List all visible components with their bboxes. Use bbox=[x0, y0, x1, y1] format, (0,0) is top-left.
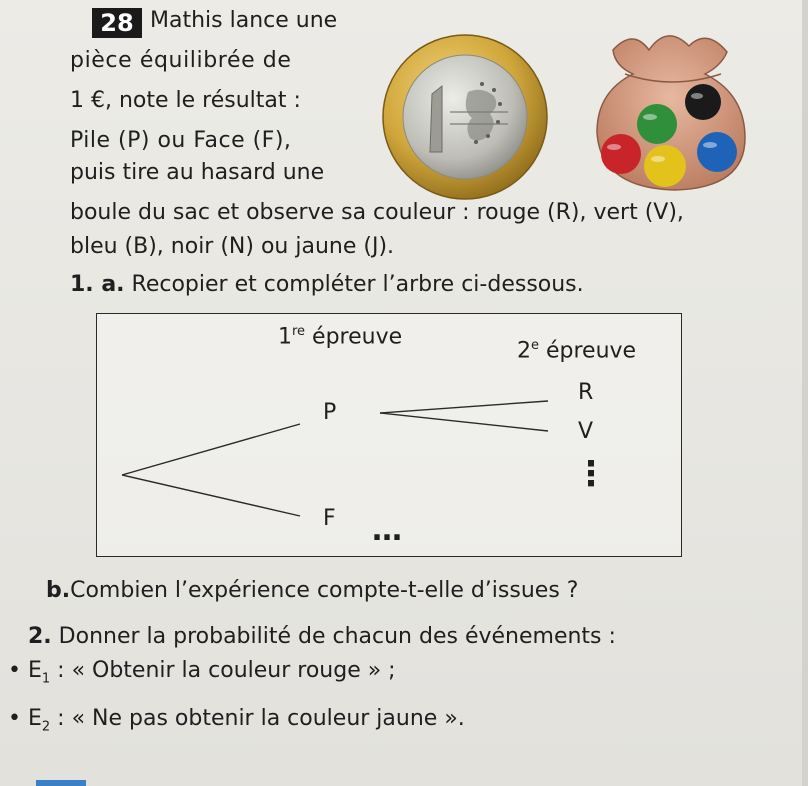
header2-sup: e bbox=[531, 338, 539, 353]
tree-node-f: F bbox=[323, 506, 336, 531]
event-e2-sub: 2 bbox=[41, 719, 51, 735]
intro-line-4: Pile (P) ou Face (F), bbox=[70, 128, 292, 153]
header2-number: 2 bbox=[517, 338, 531, 364]
intro-line-3: 1 €, note le résultat : bbox=[70, 88, 301, 113]
event-e1-text: : « Obtenir la couleur rouge » ; bbox=[50, 658, 396, 683]
event-e1 bbox=[8, 654, 396, 696]
header1-sup: re bbox=[292, 324, 306, 339]
event-e1-bullet: • bbox=[8, 658, 21, 683]
tree-node-p: P bbox=[323, 400, 337, 425]
intro-line-2: pièce équilibrée de bbox=[70, 48, 292, 73]
question-2-number: 2. bbox=[28, 624, 52, 649]
question-2 bbox=[28, 620, 616, 654]
question-2-text: Donner la probabilité de chacun des événements : bbox=[58, 624, 616, 649]
header1-text: épreuve bbox=[305, 324, 403, 350]
branch-to-f bbox=[122, 475, 300, 516]
branch-p-to-r bbox=[380, 401, 548, 413]
intro-line-7: bleu (B), noir (N) ou jaune (J). bbox=[70, 234, 395, 259]
bottom-blue-mark bbox=[36, 780, 86, 786]
tree-leaf-r: R bbox=[578, 380, 594, 405]
intro-line-5: puis tire au hasard une bbox=[70, 160, 325, 185]
question-1b-number: b. bbox=[46, 578, 71, 603]
question-1b-text: Combien l’expérience compte-t-elle d’issues ? bbox=[70, 578, 579, 603]
header2-text: épreuve bbox=[539, 338, 637, 364]
event-e1-sub: 1 bbox=[41, 671, 51, 687]
question-1a-number: 1. a. bbox=[70, 272, 125, 297]
tree-horizontal-ellipsis: … bbox=[372, 513, 402, 548]
question-1a-text: Recopier et compléter l’arbre ci-dessous. bbox=[131, 272, 584, 297]
branch-to-p bbox=[122, 424, 300, 475]
event-e1-name: E bbox=[27, 658, 42, 683]
tree-vertical-ellipsis: ⋮ bbox=[574, 454, 608, 494]
exercise-number: 28 bbox=[92, 8, 142, 38]
event-e2-bullet: • bbox=[8, 706, 21, 731]
intro-line-1: Mathis lance une bbox=[150, 8, 338, 33]
event-e2-text: : « Ne pas obtenir la couleur jaune ». bbox=[50, 706, 465, 731]
tree-leaf-v: V bbox=[578, 419, 594, 444]
event-e2-name: E bbox=[27, 706, 42, 731]
event-e2 bbox=[8, 702, 465, 744]
branch-p-to-v bbox=[380, 413, 548, 431]
intro-line-6: boule du sac et observe sa couleur : rouge (R), vert (V), bbox=[70, 200, 684, 225]
header1-number: 1 bbox=[278, 324, 292, 350]
question-1b bbox=[46, 574, 578, 608]
